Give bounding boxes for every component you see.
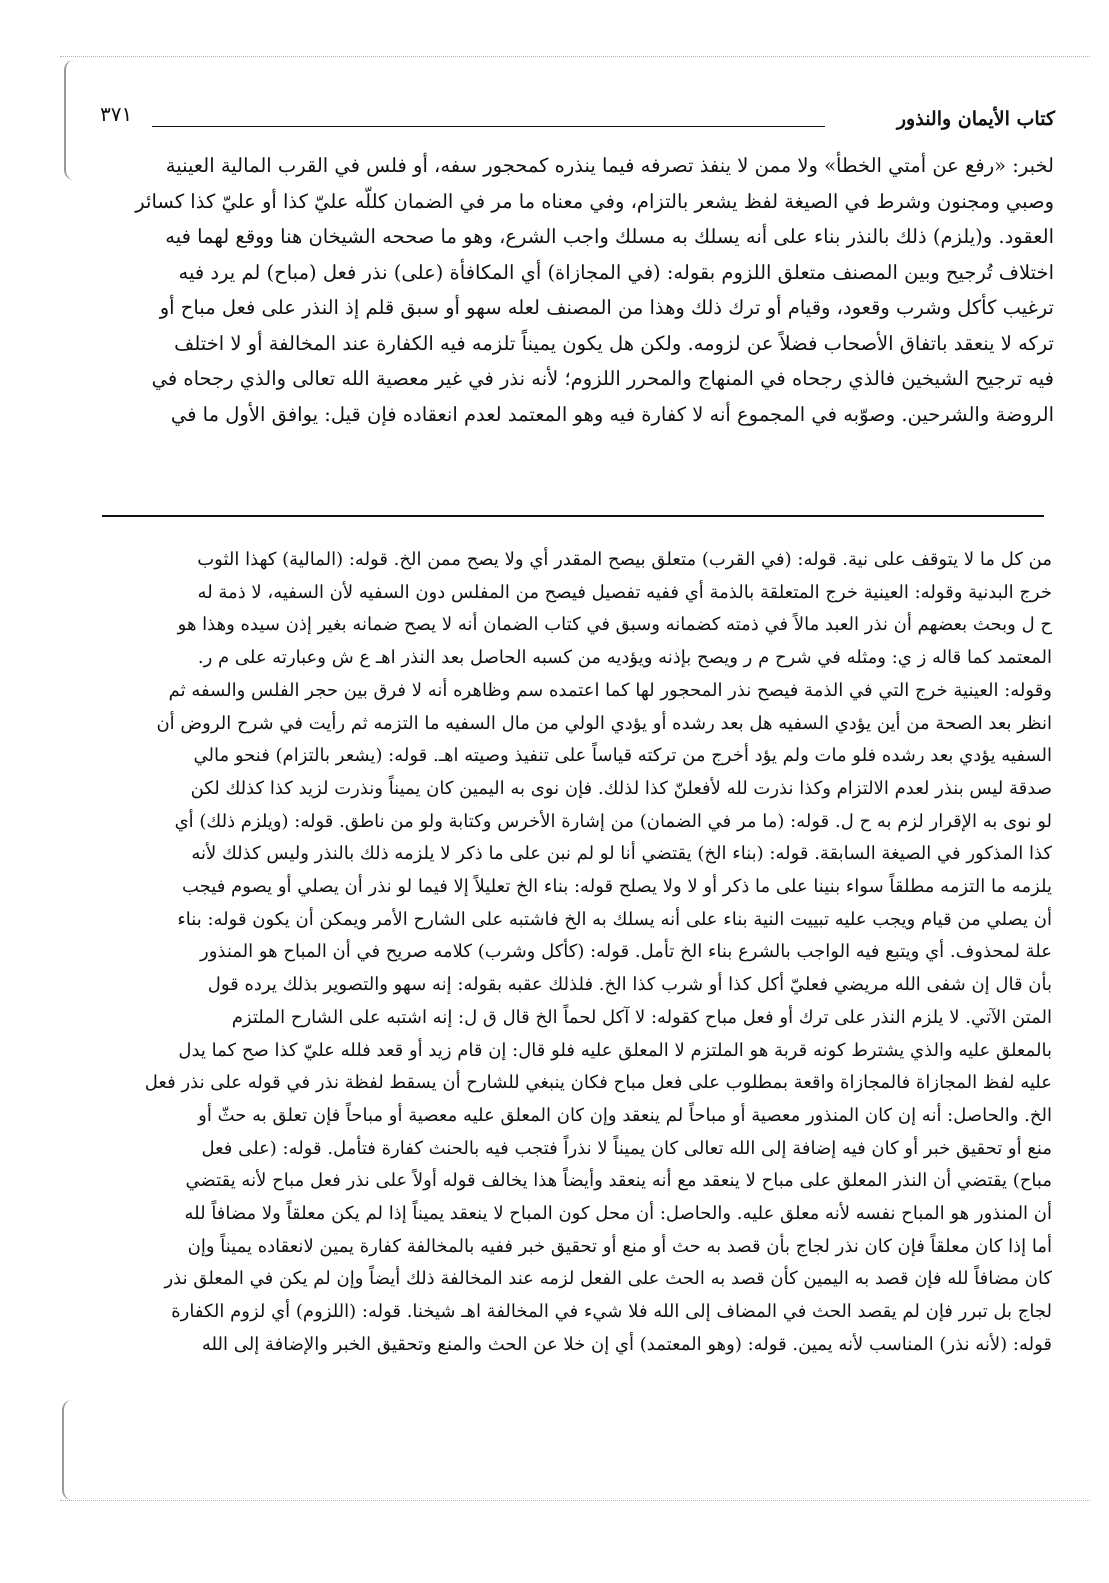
note-line: خرج البدنية وقوله: العينية خرج المتعلقة بالذمة أي ففيه تفصيل فيصح من المفلس دون السفيه لأن السفيه، لا ذمة له (197, 581, 1052, 603)
page-header (100, 100, 1055, 136)
header-rule (152, 126, 825, 127)
main-line: العقود. و(يلزم) ذلك بالنذر بناء على أنه يسلك به مسلك واجب الشرع، وهو ما صححه الشيخان هنا ووقع لهما فيه (165, 225, 1054, 248)
page-number: ٣٧١ (100, 102, 133, 126)
note-line: عليه لفظ المجازاة فالمجازاة واقعة بمطلوب على فعل مباح فكان ينبغي للشارح أن يسقط لفظة نذر في قوله على نذر فعل (144, 1072, 1052, 1094)
main-line: اختلاف تُرجيح وبين المصنف متعلق اللزوم بقوله: (في المجازاة) أي المكافأة (على) نذر فعل (مباح) لم يرد فيه (178, 260, 1054, 284)
note-line: ح ل وبحث بعضهم أن نذر العبد مالاً في ذمته كضمانه وسبق في كتاب الضمان أنه لا يصح ضمانه بغير إذن سيده وهذا هو (177, 614, 1052, 636)
note-line: صدقة ليس بنذر لعدم الالتزام وكذا نذرت لله لأفعلنّ كذا لذلك. فإن نوى به اليمين كان يميناً ونذرت لزيد كذا كذلك لكن (190, 777, 1052, 799)
note-line: منع أو تحقيق خبر أو كان فيه إضافة إلى الله تعالى كان يميناً لا نذراً فتجب فيه بالحنث كفارة فتأمل. قوله: (على فعل (201, 1137, 1052, 1159)
note-line: السفيه يؤدي بعد رشده فلو مات ولم يؤد أخرج من تركته قياساً على تنفيذ وصيته اهـ. قوله: (يشعر بالتزام) فنحو مالي (193, 745, 1052, 767)
note-line: المعتمد كما قاله ز ي: ومثله في شرح م ر ويصح بإذنه ويؤديه من كسبه الحاصل بعد النذر اهـ ع ش وعبارته على م ر. (197, 647, 1052, 669)
commentary-text (98, 544, 1052, 1362)
scan-edge-bottom (60, 1500, 1090, 1501)
note-line: بأن قال إن شفى الله مريضي فعليّ أكل كذا أو شرب كذا الخ. فلذلك عقبه بقوله: إنه سهو والتصوير بذلك يرده قول (207, 974, 1052, 996)
note-line: بالمعلق عليه والذي يشترط كونه قربة هو الملتزم لا المعلق عليه فلو قال: إن قام زيد أو قعد فلله عليّ كذا صح كما يدل (178, 1039, 1052, 1061)
main-line: وصبي ومجنون وشرط في الصيغة لفظ يشعر بالتزام، وفي معناه ما مر في الضمان كللّه عليّ كذا أو عليّ كذا كسائر (135, 189, 1054, 213)
note-line: أما إذا كان معلقاً فإن كان نذر لجاج بأن قصد به حث أو منع أو تحقيق خبر ففيه بالمخالفة كفارة يمين لانعقاده يميناً وإن (187, 1235, 1052, 1257)
note-line: أن المنذور هو المباح نفسه لأنه معلق عليه. والحاصل: أن محل كون المباح لا ينعقد يميناً إذا لم يكن معلقاً ولا مضافاً لله (184, 1203, 1052, 1225)
main-line: ترغيب كأكل وشرب وقعود، وقيام أو ترك ذلك وهذا من المصنف لعله سهو أو سبق قلم إذ النذر على فعل مباح أو (159, 296, 1054, 319)
note-line: لجاج بل تبرر فإن لم يقصد الحث في المضاف إلى الله فلا شيء في المخالفة اهـ شيخنا. قوله: (اللزوم) أي لزوم الكفارة (171, 1301, 1052, 1323)
note-line: كذا المذكور في الصيغة السابقة. قوله: (بناء الخ) يقتضي أنا لو لم نبن على ما ذكر لا يلزمه ذلك بالنذر وليس كذلك لأنه (191, 843, 1052, 865)
chapter-title: كتاب الأيمان والنذور (896, 108, 1055, 130)
scan-edge-left (64, 60, 78, 180)
scan-edge-left-bottom (62, 1400, 76, 1500)
note-line: لو نوى به الإقرار لزم به ح ل. قوله: (ما مر في الضمان) من إشارة الأخرس وكتابة ولو من ناطق. قوله: (ويلزم ذلك) أي (174, 810, 1052, 832)
note-line: يلزمه ما التزمه مطلقاً سواء بنينا على ما ذكر أو لا ولا يصلح قوله: بناء الخ تعليلاً إلا فيما لو نذر أن يصلي أو يصوم فيجب (182, 876, 1052, 898)
note-line: علة لمحذوف. أي ويتبع فيه الواجب بالشرع بناء الخ تأمل. قوله: (كأكل وشرب) كلامه صريح في أن المباح هو المنذور (200, 941, 1052, 963)
note-line: المتن الآتي. لا يلزم النذر على ترك أو فعل مباح كقوله: لا آكل لحماً الخ قال ق ل: إنه اشتبه على الشارح الملتزم (231, 1006, 1052, 1028)
main-line: تركه لا ينعقد باتفاق الأصحاب فضلاً عن لزومه. ولكن هل يكون يميناً تلزمه فيه الكفارة عند المخالفة أو لا اختلف (174, 331, 1054, 355)
scan-edge-top (60, 56, 1090, 57)
footnote-separator (102, 515, 1044, 517)
note-line: من كل ما لا يتوقف على نية. قوله: (في القرب) متعلق بيصح المقدر أي ولا يصح ممن الخ. قوله: (المالية) كهذا الثوب (197, 549, 1052, 570)
note-line: الخ. والحاصل: أنه إن كان المنذور معصية أو مباحاً لم ينعقد وإن كان المعلق عليه معصية أو مباحاً فإن تعلق به حثّ أو (198, 1104, 1052, 1126)
note-line: وقوله: العينية خرج التي في الذمة فيصح نذر المحجور لها كما اعتمده سم وظاهره أنه لا فرق بين حجر الفلس والسفه ثم (168, 679, 1052, 701)
note-line: كان مضافاً لله فإن قصد به اليمين كأن قصد به الحث على الفعل لزمه عند المخالفة ذلك أيضاً وإن لم يكن في المعلق نذر (164, 1268, 1052, 1290)
note-line: أن يصلي من قيام ويجب عليه تبييت النية بناء على أنه يسلك به الخ فاشتبه على الشارح الأمر ويمكن أن يكون قوله: بناء (177, 908, 1052, 930)
main-line: الروضة والشرحين. وصوّبه في المجموع أنه لا كفارة فيه وهو المعتمد لعدم انعقاده فإن قيل: يوافق الأول ما في (170, 402, 1054, 426)
main-line: لخبر: «رفع عن أمتي الخطأ» ولا ممن لا ينفذ تصرفه فيما ينذره كمحجور سفه، أو فلس في القرب المالية العينية (165, 154, 1054, 177)
note-line: قوله: (لأنه نذر) المناسب لأنه يمين. قوله: (وهو المعتمد) أي إن خلا عن الحث والمنع وتحقيق الخبر والإضافة إلى الله (201, 1333, 1052, 1355)
main-line: فيه ترجيح الشيخين فالذي رجحاه في المنهاج والمحرر اللزوم؛ لأنه نذر في غير معصية الله تعالى والذي رجحاه في (151, 367, 1054, 390)
note-line: انظر بعد الصحة من أين يؤدي السفيه هل بعد رشده أو يؤدي الولي من مال السفيه ما التزمه ثم رأيت في شرح الروض أن (156, 712, 1052, 734)
main-text (98, 148, 1054, 432)
note-line: مباح) يقتضي أن النذر المعلق على مباح لا ينعقد مع أنه ينعقد وأيضاً هذا يخالف قوله أولاً على نذر فعل مباح لأنه يقتضي (185, 1170, 1052, 1192)
